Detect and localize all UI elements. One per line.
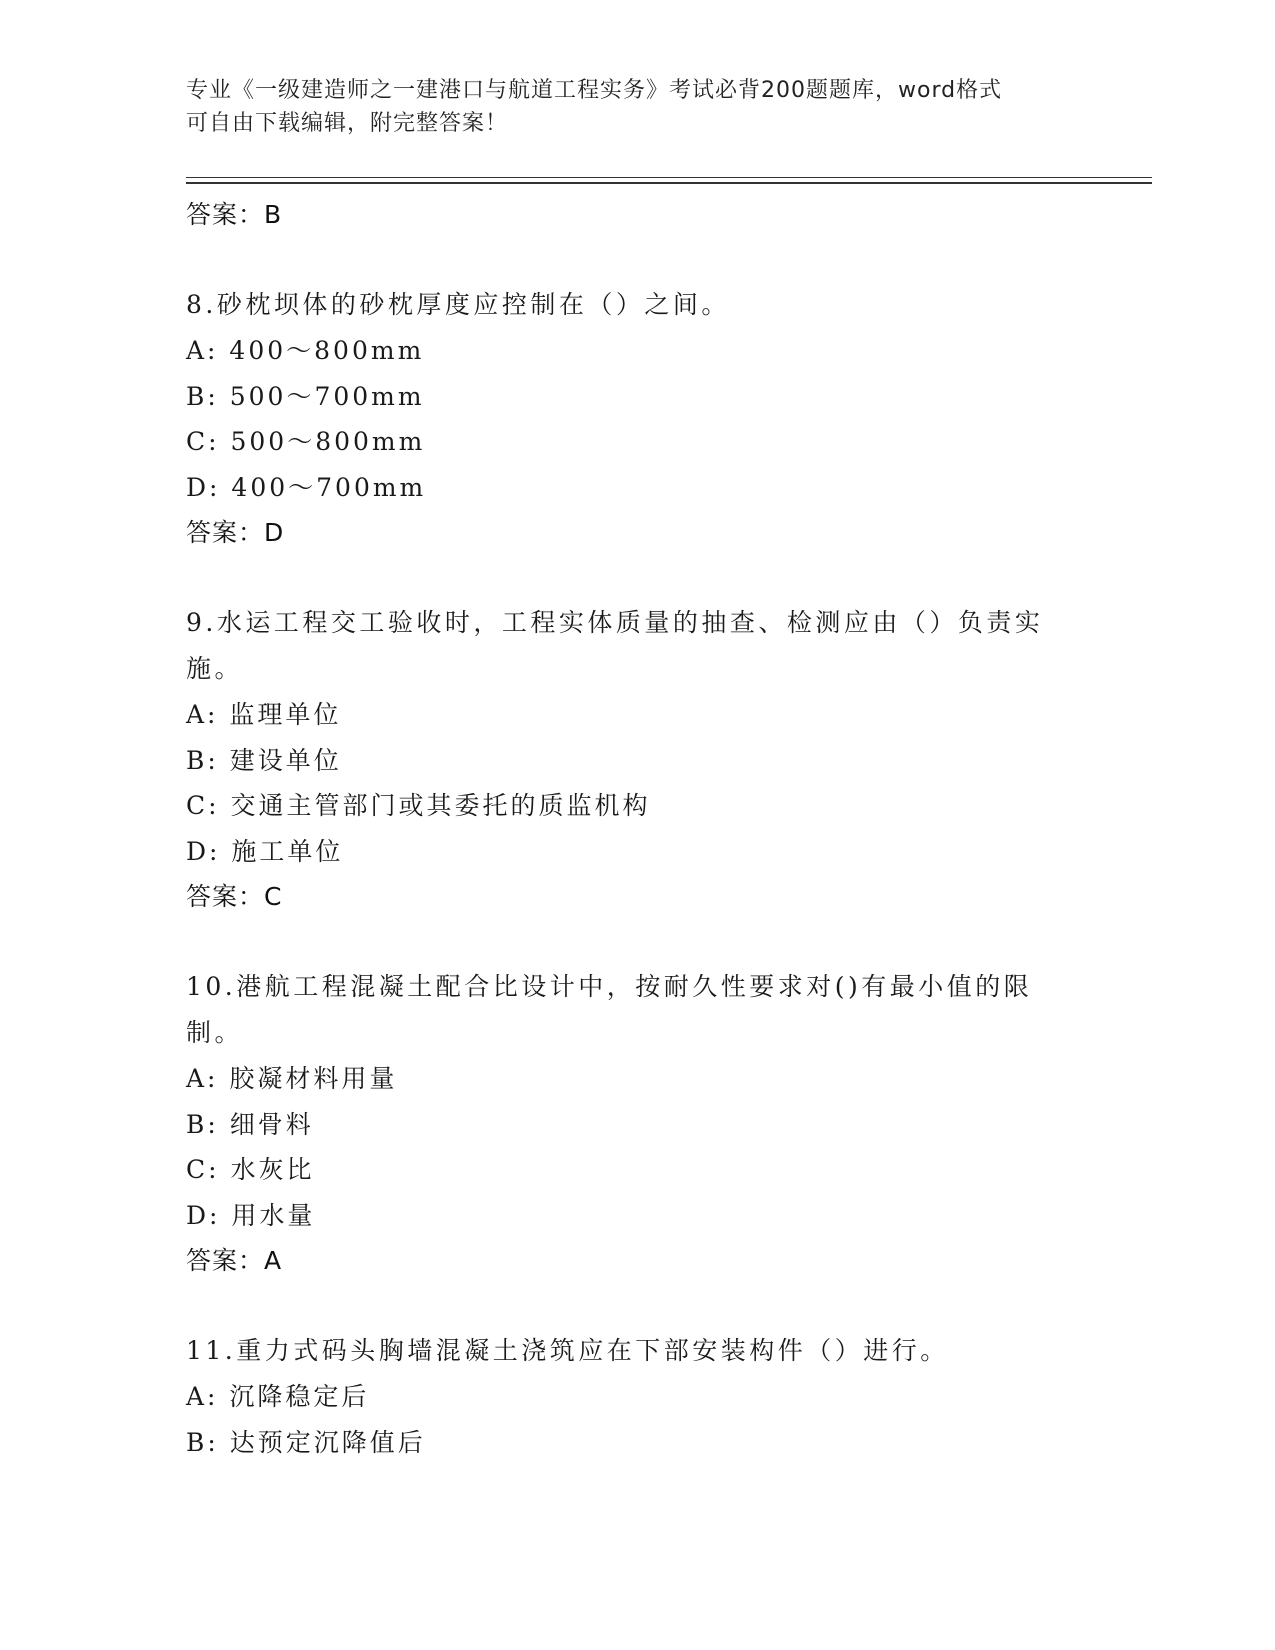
option-c: C: 水灰比 xyxy=(186,1155,315,1184)
answer-line: 答案：A xyxy=(186,1246,283,1275)
answer-line: 答案：D xyxy=(186,518,285,547)
option-a: A: 胶凝材料用量 xyxy=(186,1064,398,1093)
option-a: A: 监理单位 xyxy=(186,700,342,729)
question-stem: 9.水运工程交工验收时，工程实体质量的抽查、检测应由（）负责实施。 xyxy=(186,608,1044,683)
answer-line: 答案：C xyxy=(186,882,283,911)
option-d: D: 用水量 xyxy=(186,1200,316,1230)
option-c: C: 500～800mm xyxy=(186,427,426,456)
option-c: C: 交通主管部门或其委托的质监机构 xyxy=(186,791,651,820)
header-divider-thick xyxy=(186,182,1152,184)
question-10 xyxy=(186,964,1086,1284)
option-d: D: 施工单位 xyxy=(186,836,344,866)
option-a: A: 400～800mm xyxy=(186,336,425,365)
question-8 xyxy=(186,282,1086,556)
question-stem: 8.砂枕坝体的砂枕厚度应控制在（）之间。 xyxy=(186,290,730,319)
document-body xyxy=(186,192,1086,1465)
header-divider-thin xyxy=(186,177,1152,178)
answer-line: 答案：B xyxy=(186,200,283,229)
question-9 xyxy=(186,600,1086,920)
option-a: A: 沉降稳定后 xyxy=(186,1382,370,1411)
option-d: D: 400～700mm xyxy=(186,472,427,502)
option-b: B: 建设单位 xyxy=(186,745,342,775)
header-line-2: 可自由下载编辑，附完整答案！ xyxy=(186,111,509,136)
question-stem: 10.港航工程混凝土配合比设计中，按耐久性要求对()有最小值的限制。 xyxy=(186,972,1033,1047)
document-header xyxy=(186,74,1066,140)
option-b: B: 细骨料 xyxy=(186,1109,314,1139)
question-11 xyxy=(186,1328,1086,1465)
question-stem: 11.重力式码头胸墙混凝土浇筑应在下部安装构件（）进行。 xyxy=(186,1336,949,1365)
header-line-1: 专业《一级建造师之一建港口与航道工程实务》考试必背200题题库，word格式 xyxy=(186,78,1003,103)
option-b: B: 500～700mm xyxy=(186,381,425,411)
option-b: B: 达预定沉降值后 xyxy=(186,1427,426,1457)
